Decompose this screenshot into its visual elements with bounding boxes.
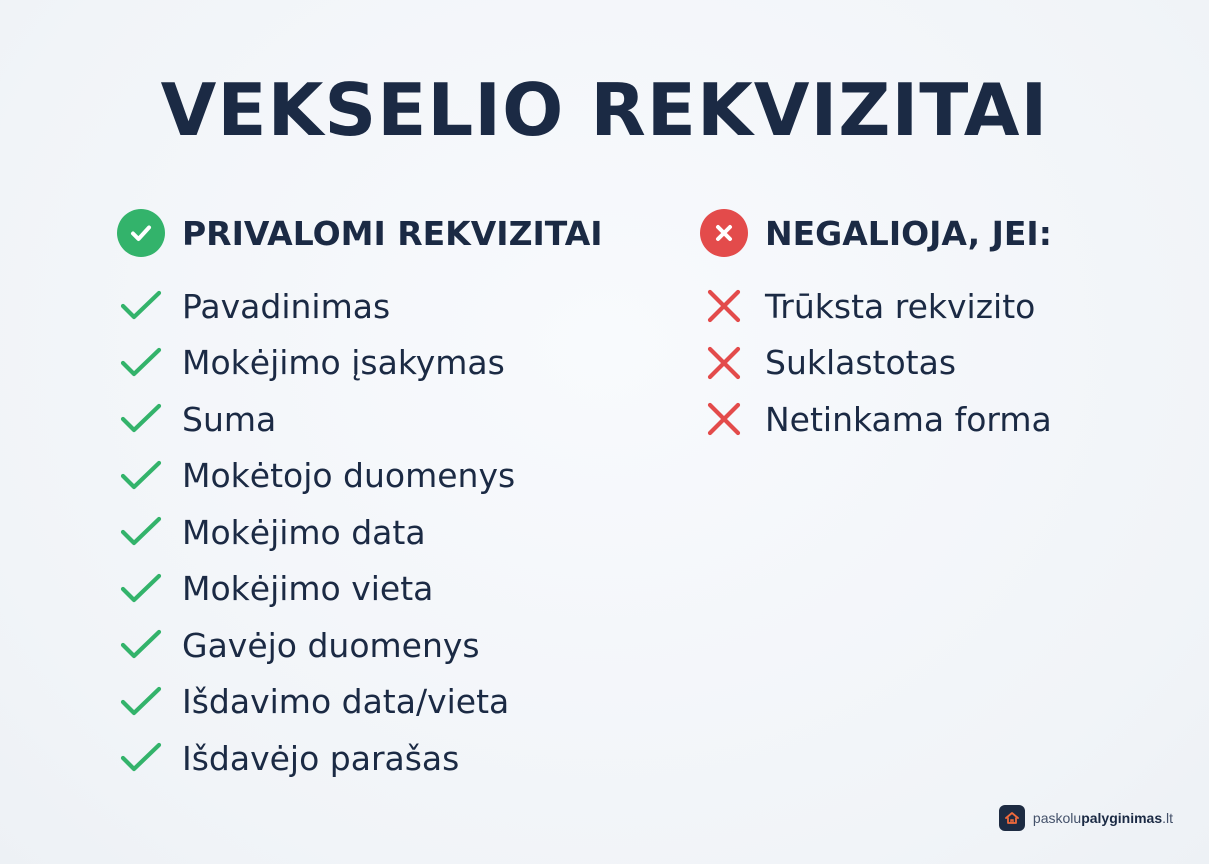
invalid-item-label: Netinkama forma	[765, 399, 1052, 439]
check-icon	[117, 286, 165, 326]
required-item-label: Mokėjimo data	[182, 512, 426, 552]
check-circle-icon	[117, 209, 165, 257]
invalid-list	[700, 278, 1190, 448]
invalid-item	[700, 335, 1190, 392]
required-column	[117, 208, 657, 787]
required-item	[117, 278, 657, 335]
required-item	[117, 674, 657, 731]
required-header	[117, 208, 657, 258]
invalid-item-label: Trūksta rekvizito	[765, 286, 1036, 326]
required-item	[117, 504, 657, 561]
check-icon	[117, 738, 165, 778]
required-item-label: Išdavimo data/vieta	[182, 682, 510, 722]
house-icon	[999, 805, 1025, 831]
brand-name: paskolupalyginimas.lt	[1032, 810, 1173, 826]
check-icon	[117, 682, 165, 722]
required-item	[117, 391, 657, 448]
required-item	[117, 617, 657, 674]
invalid-header	[700, 208, 1190, 258]
check-icon	[117, 625, 165, 665]
invalid-item	[700, 391, 1190, 448]
check-icon	[117, 569, 165, 609]
x-icon	[700, 343, 748, 383]
check-icon	[117, 512, 165, 552]
invalid-heading: NEGALIOJA, JEI:	[765, 213, 1052, 253]
invalid-item-label: Suklastotas	[765, 343, 957, 383]
check-icon	[117, 343, 165, 383]
required-item-label: Mokėjimo įsakymas	[182, 343, 505, 383]
required-item	[117, 561, 657, 618]
required-item-label: Gavėjo duomenys	[182, 625, 480, 665]
page-title: VEKSELIO REKVIZITAI	[160, 68, 1049, 152]
invalid-column	[700, 208, 1190, 448]
required-item	[117, 335, 657, 392]
required-item	[117, 448, 657, 505]
required-item-label: Mokėjimo vieta	[182, 569, 434, 609]
x-circle-icon	[700, 209, 748, 257]
check-icon	[117, 456, 165, 496]
check-icon	[117, 399, 165, 439]
footer-brand	[999, 804, 1173, 832]
required-list	[117, 278, 657, 787]
required-item	[117, 730, 657, 787]
required-item-label: Pavadinimas	[182, 286, 391, 326]
x-icon	[700, 286, 748, 326]
required-item-label: Mokėtojo duomenys	[182, 456, 516, 496]
required-item-label: Suma	[182, 399, 277, 439]
required-heading: PRIVALOMI REKVIZITAI	[182, 213, 603, 253]
required-item-label: Išdavėjo parašas	[182, 738, 460, 778]
x-icon	[700, 399, 748, 439]
invalid-item	[700, 278, 1190, 335]
